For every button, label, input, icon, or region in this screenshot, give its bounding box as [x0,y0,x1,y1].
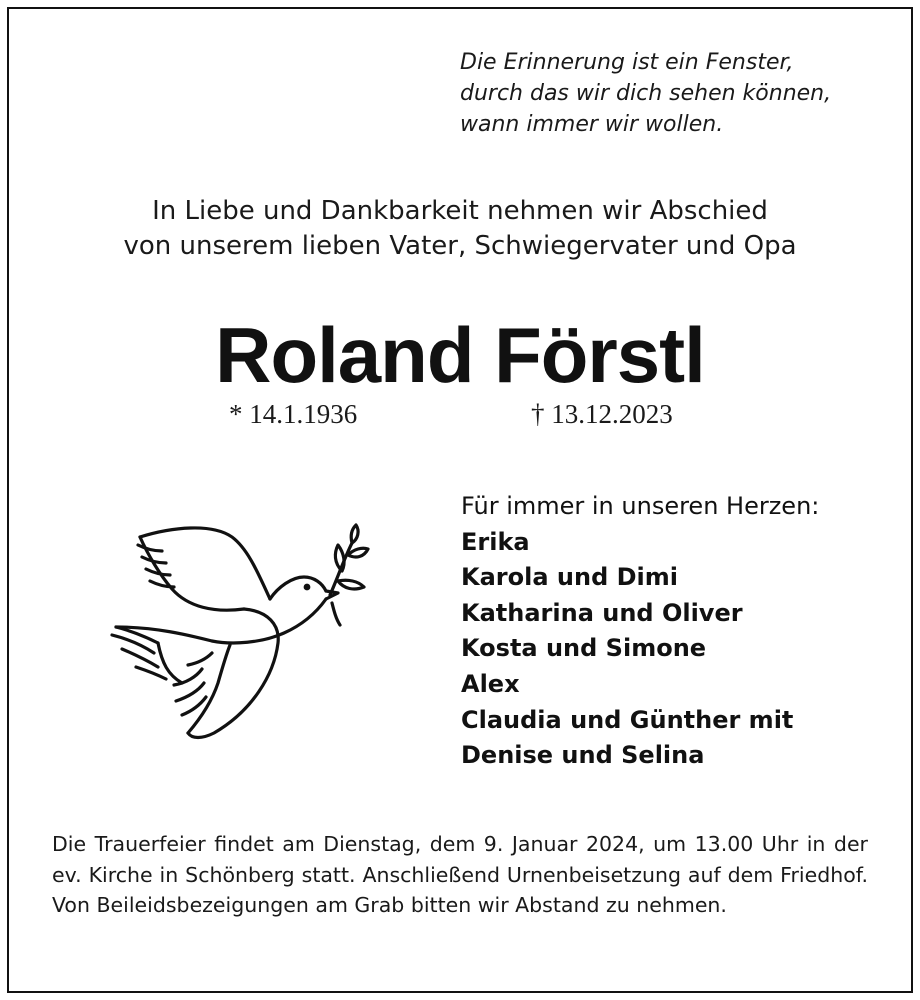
mourner-name: Claudia und Günther mit [461,705,794,734]
birth-date: * 14.1.1936 [229,399,358,429]
intro-line: In Liebe und Dankbarkeit nehmen wir Abschied [152,196,768,226]
mourner-name: Alex [461,669,520,698]
quote-line: durch das wir dich sehen können, [460,81,832,106]
mourner-name: Kosta und Simone [461,634,707,663]
mourner-name: Erika [461,527,530,556]
intro-line: von unserem lieben Vater, Schwiegervater und Opa [123,231,797,261]
farewell-intro [0,194,920,264]
dove-with-olive-branch-icon [102,515,372,745]
mourner-name: Katharina und Oliver [461,598,743,627]
mourners-list [461,489,901,774]
death-date: † 13.12.2023 [531,399,673,429]
mourner-name: Karola und Dimi [461,563,678,592]
funeral-service-info: Die Trauerfeier findet am Dienstag, dem 9. Januar 2024, um 13.00 Uhr in der ev. Kirche in Schönberg statt. Anschließend Urnenbeisetzung auf dem Friedhof. Von Beileidsbezeigungen am Grab bitten wir Abstand zu nehmen. [52,832,868,917]
mourner-name: Denise und Selina [461,741,705,770]
memorial-quote [460,47,900,140]
quote-line: Die Erinnerung ist ein Fenster, [460,50,794,75]
quote-line: wann immer wir wollen. [460,112,724,137]
deceased-name: Roland Förstl [215,311,705,399]
mourners-heading: Für immer in unseren Herzen: [461,492,820,520]
